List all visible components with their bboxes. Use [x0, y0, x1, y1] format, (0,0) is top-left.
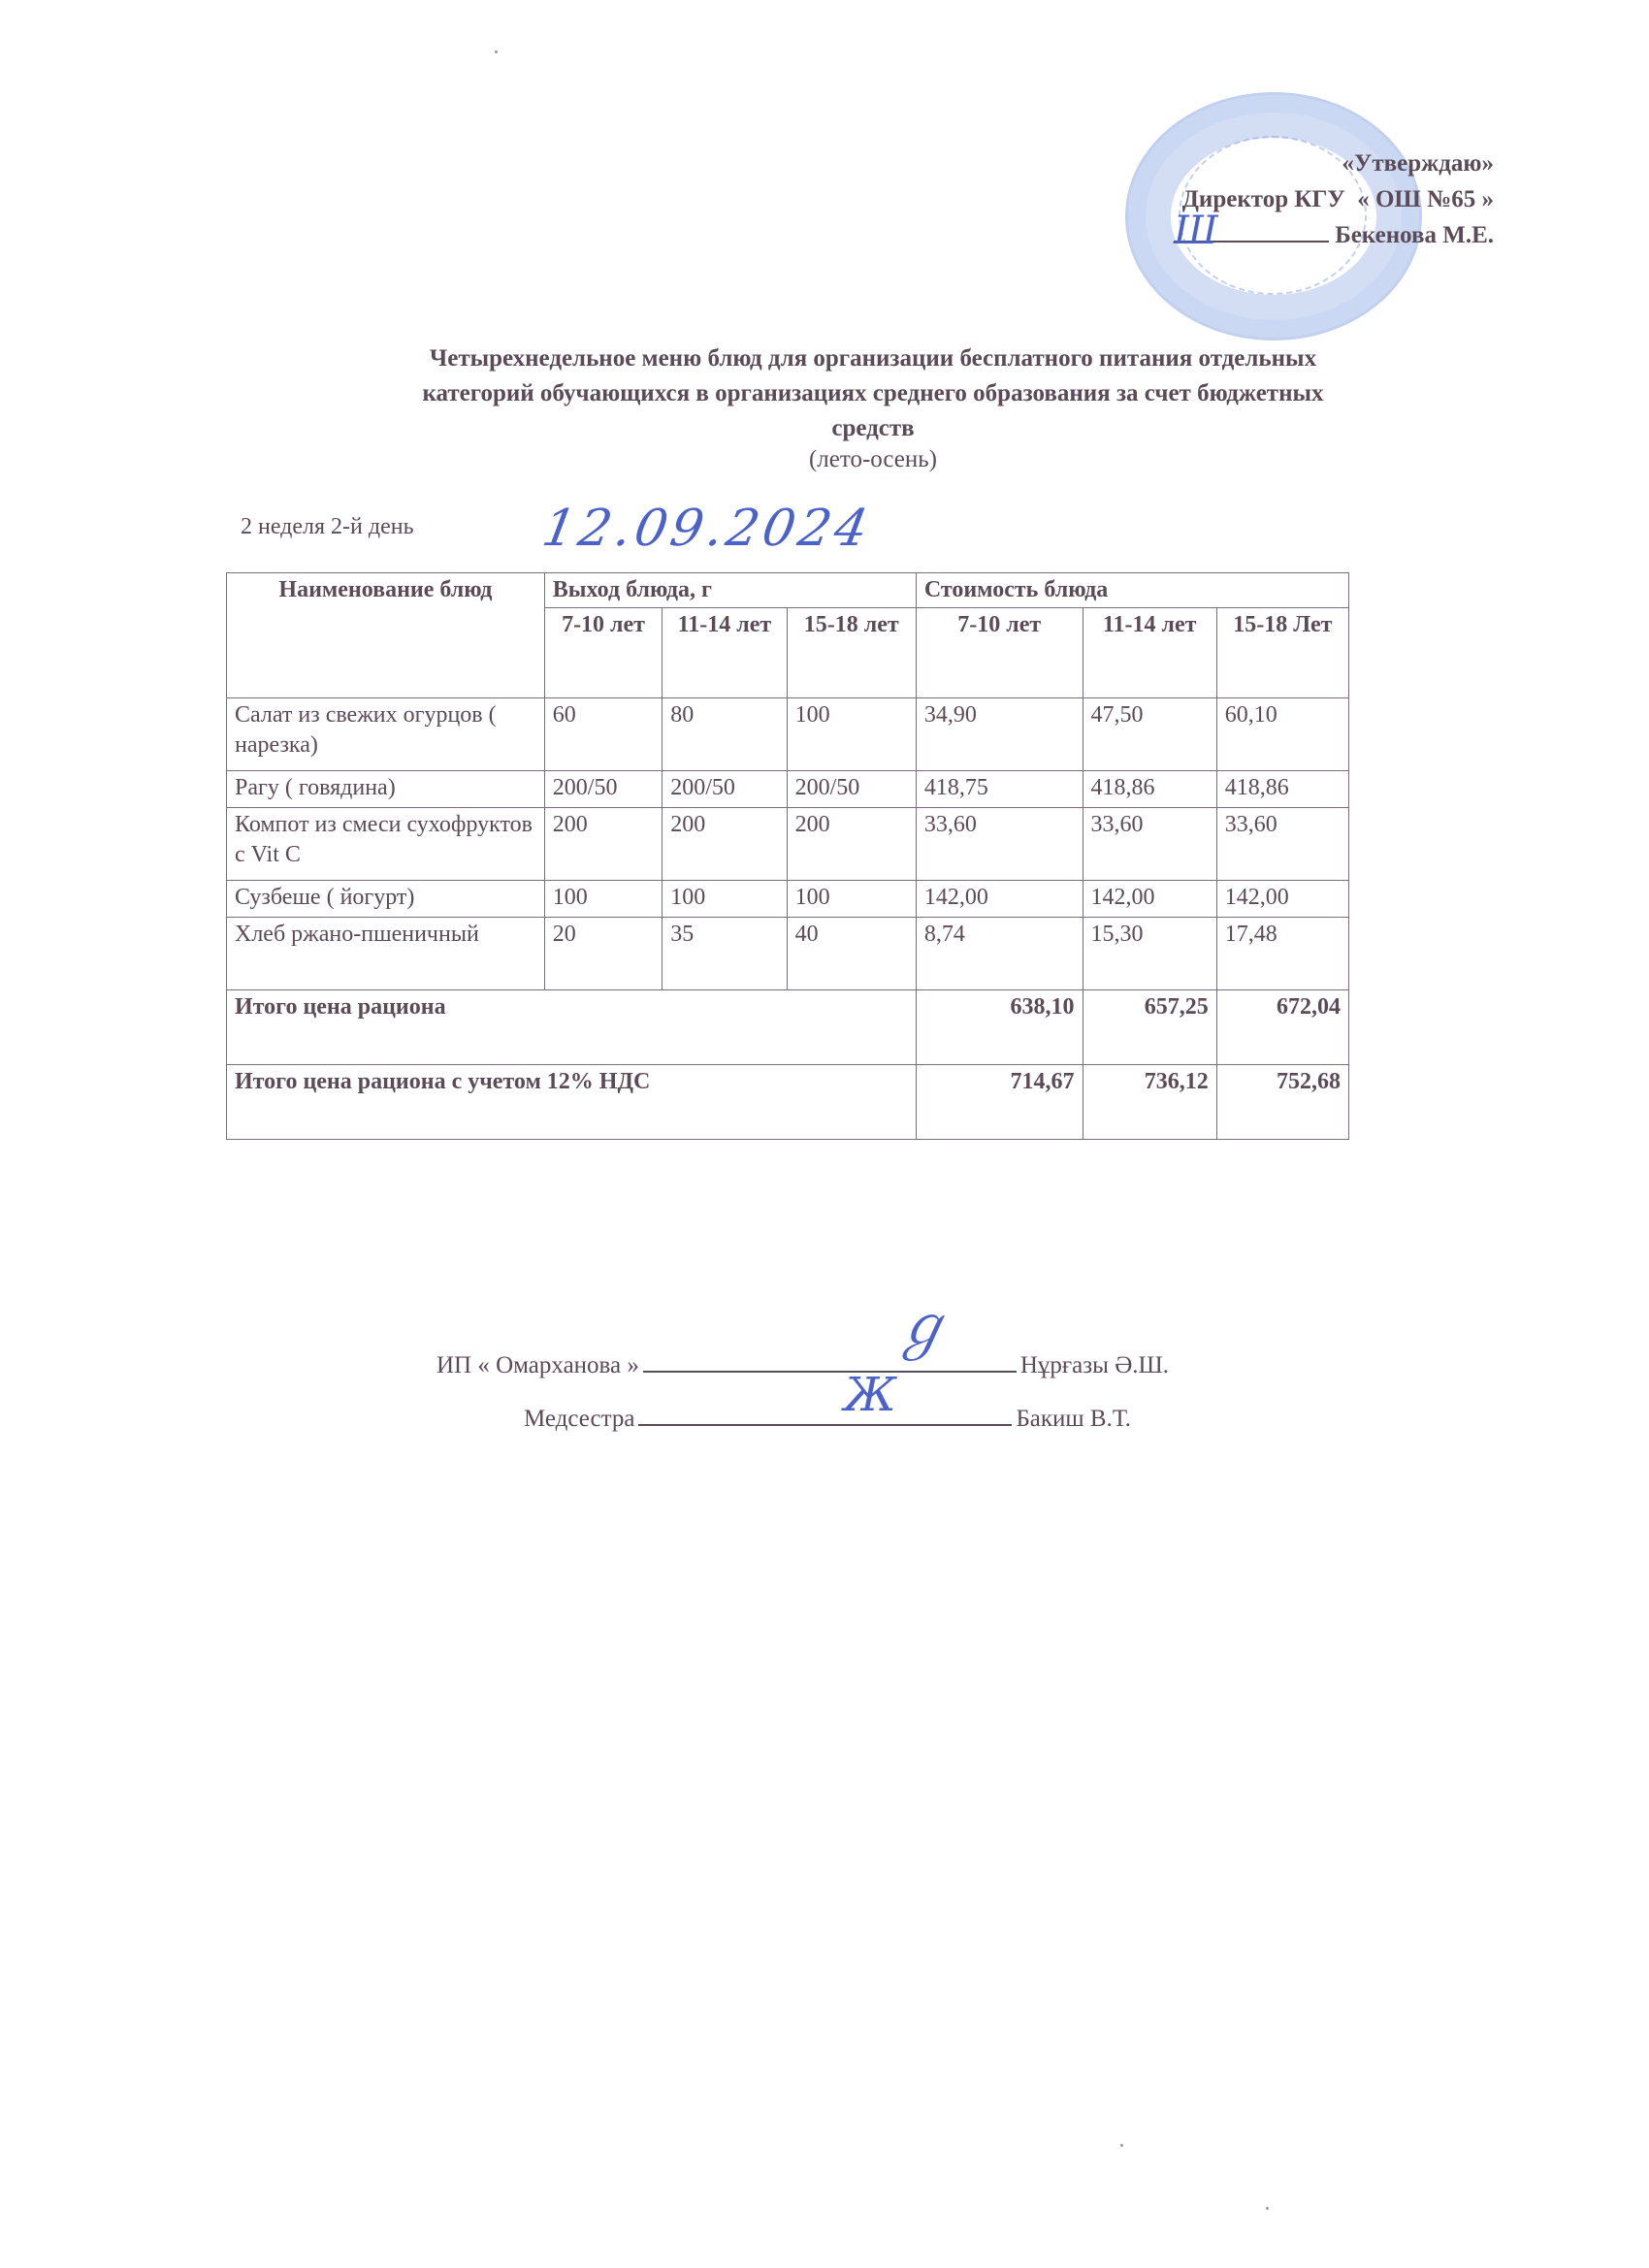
- table-row: [227, 771, 1349, 808]
- output-value: 100: [544, 881, 662, 918]
- supplier-signature-icon: ℊ: [892, 1293, 951, 1361]
- output-value: 200/50: [663, 771, 787, 808]
- total-vat-label: Итого цена рациона с учетом 12% НДС: [227, 1065, 917, 1140]
- header-cost-group: Стоимость блюда: [916, 573, 1348, 608]
- cost-value: 418,86: [1216, 771, 1348, 808]
- scan-speck: [495, 50, 498, 53]
- cost-value: 418,75: [916, 771, 1083, 808]
- total-value: 672,04: [1216, 990, 1348, 1065]
- approval-position: Директор КГУ « ОШ №65 »: [1181, 186, 1494, 212]
- title-line-3: средств: [831, 415, 915, 441]
- cost-value: 34,90: [916, 698, 1083, 771]
- header-row-groups: [227, 573, 1349, 608]
- total-value: 638,10: [916, 990, 1083, 1065]
- approval-signature-line: [1174, 217, 1494, 253]
- document-title: [242, 341, 1504, 446]
- cost-value: 33,60: [1083, 808, 1216, 881]
- approver-name: Бекенова М.Е.: [1335, 222, 1494, 248]
- output-value: 80: [663, 698, 787, 771]
- header-cost-age: 11-14 лет: [1083, 608, 1216, 698]
- week-day-label: 2 неделя 2-й день: [241, 514, 414, 539]
- cost-value: 142,00: [916, 881, 1083, 918]
- table-row: [227, 881, 1349, 918]
- handwritten-date: 12.09.2024: [537, 500, 877, 558]
- output-value: 200/50: [544, 771, 662, 808]
- signature-block: [436, 1339, 1169, 1445]
- supplier-signature-row: [436, 1339, 1169, 1392]
- menu-table: [226, 572, 1349, 1140]
- scan-speck: [1120, 2144, 1123, 2147]
- cost-value: 142,00: [1216, 881, 1348, 918]
- nurse-name: Бакиш В.Т.: [1016, 1406, 1131, 1432]
- title-line-2: категорий обучающихся в организациях среднего образования за счет бюджетных: [422, 380, 1324, 406]
- dish-name: Сузбеше ( йогурт): [227, 881, 545, 918]
- output-value: 100: [787, 881, 916, 918]
- cost-value: 33,60: [916, 808, 1083, 881]
- dish-name: Хлеб ржано-пшеничный: [227, 918, 545, 990]
- cost-value: 15,30: [1083, 918, 1216, 990]
- table-row: [227, 698, 1349, 771]
- nurse-role: Медсестра: [524, 1406, 635, 1432]
- cost-value: 8,74: [916, 918, 1083, 990]
- header-output-age: 11-14 лет: [663, 608, 787, 698]
- total-vat-row: [227, 1065, 1349, 1140]
- output-value: 60: [544, 698, 662, 771]
- output-value: 200: [544, 808, 662, 881]
- output-value: 40: [787, 918, 916, 990]
- total-label: Итого цена рациона: [227, 990, 917, 1065]
- title-line-1: Четырехнедельное меню блюд для организации бесплатного питания отдельных: [429, 345, 1317, 372]
- signature-underline: [638, 1401, 1012, 1426]
- output-value: 200/50: [787, 771, 916, 808]
- header-output-age: 15-18 лет: [787, 608, 916, 698]
- output-value: 35: [663, 918, 787, 990]
- output-value: 200: [663, 808, 787, 881]
- total-vat-value: 752,68: [1216, 1065, 1348, 1140]
- director-signature-icon: Ш: [1174, 209, 1218, 253]
- dish-name: Рагу ( говядина): [227, 771, 545, 808]
- output-value: 200: [787, 808, 916, 881]
- nurse-signature-icon: Ж: [844, 1368, 896, 1422]
- table-row: [227, 918, 1349, 990]
- approval-heading: «Утверждаю»: [1342, 150, 1494, 177]
- cost-value: 418,86: [1083, 771, 1216, 808]
- scan-speck: [1266, 2207, 1269, 2210]
- table-row: [227, 808, 1349, 881]
- supplier-role: ИП « Омарханова »: [436, 1352, 639, 1378]
- header-cost-age: 7-10 лет: [916, 608, 1083, 698]
- nurse-signature-row: [436, 1392, 1169, 1445]
- cost-value: 47,50: [1083, 698, 1216, 771]
- total-vat-value: 714,67: [916, 1065, 1083, 1140]
- output-value: 100: [787, 698, 916, 771]
- total-value: 657,25: [1083, 990, 1216, 1065]
- header-output-group: Выход блюда, г: [544, 573, 916, 608]
- total-row: [227, 990, 1349, 1065]
- total-vat-value: 736,12: [1083, 1065, 1216, 1140]
- dish-name: Салат из свежих огурцов ( нарезка): [227, 698, 545, 771]
- cost-value: 33,60: [1216, 808, 1348, 881]
- header-cost-age: 15-18 Лет: [1216, 608, 1348, 698]
- cost-value: 142,00: [1083, 881, 1216, 918]
- approval-block: [1174, 146, 1494, 253]
- output-value: 20: [544, 918, 662, 990]
- cost-value: 60,10: [1216, 698, 1348, 771]
- dish-name: Компот из смеси сухофруктов с Vit C: [227, 808, 545, 881]
- header-output-age: 7-10 лет: [544, 608, 662, 698]
- signature-underline: [643, 1347, 1017, 1373]
- output-value: 100: [663, 881, 787, 918]
- header-dish-name: Наименование блюд: [227, 573, 545, 698]
- season-subtitle: (лето-осень): [808, 446, 938, 472]
- cost-value: 17,48: [1216, 918, 1348, 990]
- supplier-name: Нұрғазы Ә.Ш.: [1019, 1352, 1169, 1378]
